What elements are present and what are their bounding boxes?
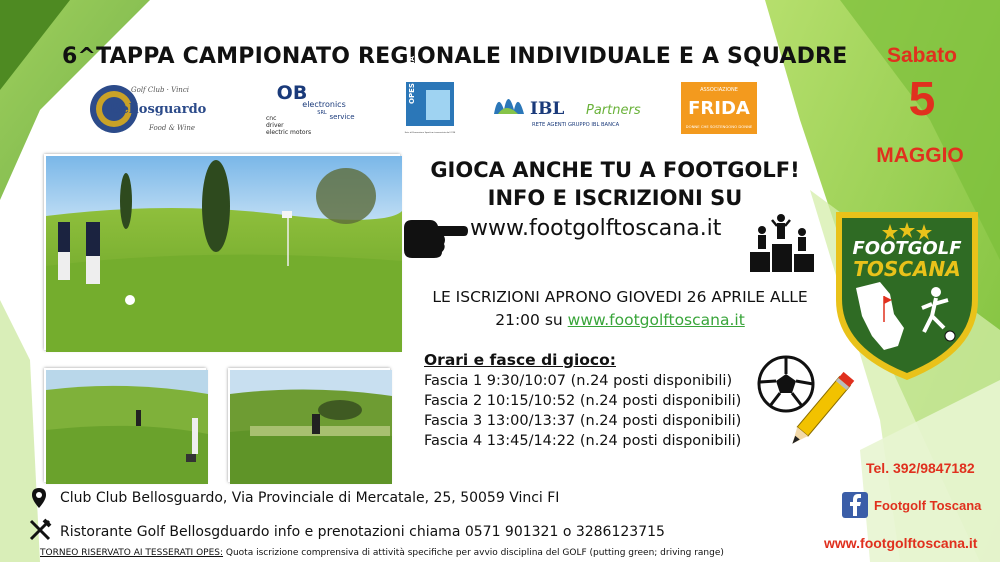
ob-line1: electronics bbox=[302, 100, 346, 109]
opes-caption: Ente di Promozione Sportiva riconosciuto dal CONI bbox=[404, 132, 456, 134]
bellosguardo-bottom: Food & Wine bbox=[148, 124, 196, 132]
website-main[interactable]: www.footgolftoscana.it bbox=[470, 216, 722, 241]
location-pin-icon bbox=[32, 488, 46, 508]
footgolf-photo-2 bbox=[44, 368, 206, 482]
fork-knife-icon bbox=[28, 518, 52, 542]
address-text: Club Club Bellosguardo, Via Provinciale di Mercatale, 25, 50059 Vinci FI bbox=[60, 490, 560, 506]
schedule-row-4: Fascia 4 13:45/14:22 (n.24 posti disponibili) bbox=[424, 433, 742, 449]
note-rest: Quota iscrizione comprensiva di attività specifiche per avvio disciplina del GOLF (putting green; driving range) bbox=[223, 548, 724, 558]
date-month: MAGGIO bbox=[876, 144, 964, 167]
frida-logo bbox=[681, 80, 757, 138]
bellosguardo-name: Bellosguardo bbox=[109, 102, 207, 117]
main-footgolf-photo bbox=[44, 154, 400, 350]
website-bottom[interactable]: www.footgolftoscana.it bbox=[824, 535, 978, 551]
ob-item-1: cnc bbox=[266, 115, 277, 122]
headline-line1: GIOCA ANCHE TU A FOOTGOLF! bbox=[430, 158, 800, 182]
schedule-row-1: Fascia 1 9:30/10:07 (n.24 posti disponibili) bbox=[424, 373, 733, 389]
schedule-title: Orari e fasce di gioco: bbox=[424, 351, 616, 369]
registration-line2 bbox=[405, 311, 835, 329]
ob-line3: service bbox=[329, 113, 355, 121]
date-day-label: Sabato bbox=[886, 44, 957, 67]
badge-line2: TOSCANA bbox=[853, 257, 961, 281]
footgolf-toscana-badge bbox=[832, 204, 982, 382]
phone-text[interactable]: Tel. 392/9847182 bbox=[866, 460, 975, 476]
frida-top: ASSOCIAZIONE bbox=[700, 87, 738, 93]
facebook-text[interactable]: Footgolf Toscana bbox=[874, 498, 982, 513]
ibl-name: IBL bbox=[530, 99, 565, 119]
schedule-row-2: Fascia 2 10:15/10:52 (n.24 posti disponibili) bbox=[424, 393, 742, 409]
ob-electronics-logo bbox=[262, 80, 362, 138]
date-day-number: 5 bbox=[908, 73, 936, 126]
ob-item-2: driver bbox=[266, 122, 284, 129]
restaurant-text: Ristorante Golf Bellosgduardo info e prenotazioni chiama 0571 901321 o 3286123715 bbox=[60, 524, 665, 540]
event-title: 6^TAPPA CAMPIONATO REGIONALE INDIVIDUALE E A SQUADRE bbox=[62, 44, 848, 69]
registration-link[interactable]: www.footgolftoscana.it bbox=[567, 311, 745, 329]
bellosguardo-logo bbox=[88, 80, 218, 138]
ibl-partners-logo bbox=[488, 80, 654, 138]
bellosguardo-top: Golf Club · Vinci bbox=[131, 86, 189, 94]
ibl-partners: Partners bbox=[586, 103, 641, 118]
footgolf-photo-3 bbox=[228, 368, 390, 482]
badge-line1: FOOTGOLF bbox=[852, 238, 962, 259]
opes-name: OPES ITALIA bbox=[408, 55, 416, 104]
note-underlined: TORNEO RISERVATO AI TESSERATI OPES: bbox=[40, 548, 224, 558]
note-text bbox=[40, 548, 724, 558]
opes-italia-logo bbox=[404, 55, 456, 138]
schedule-row-3: Fascia 3 13:00/13:37 (n.24 posti disponibili) bbox=[424, 413, 742, 429]
ob-name: OB bbox=[276, 82, 308, 104]
ob-item-3: electric motors bbox=[266, 129, 312, 136]
pointing-hand-icon bbox=[400, 214, 468, 260]
facebook-icon[interactable] bbox=[842, 492, 868, 518]
headline-line2: INFO E ISCRIZIONI SU bbox=[487, 186, 743, 210]
registration-prefix: 21:00 su bbox=[495, 311, 568, 329]
ibl-caption: RETE AGENTI GRUPPO IBL BANCA bbox=[532, 122, 620, 128]
ob-line2: SRL bbox=[317, 110, 327, 116]
frida-name: FRIDA bbox=[688, 98, 750, 119]
podium-icon bbox=[750, 212, 814, 274]
frida-caption: DONNE CHE SOSTENGONO DONNE bbox=[685, 124, 753, 129]
registration-line1: LE ISCRIZIONI APRONO GIOVEDI 26 APRILE ALLE bbox=[432, 288, 808, 306]
